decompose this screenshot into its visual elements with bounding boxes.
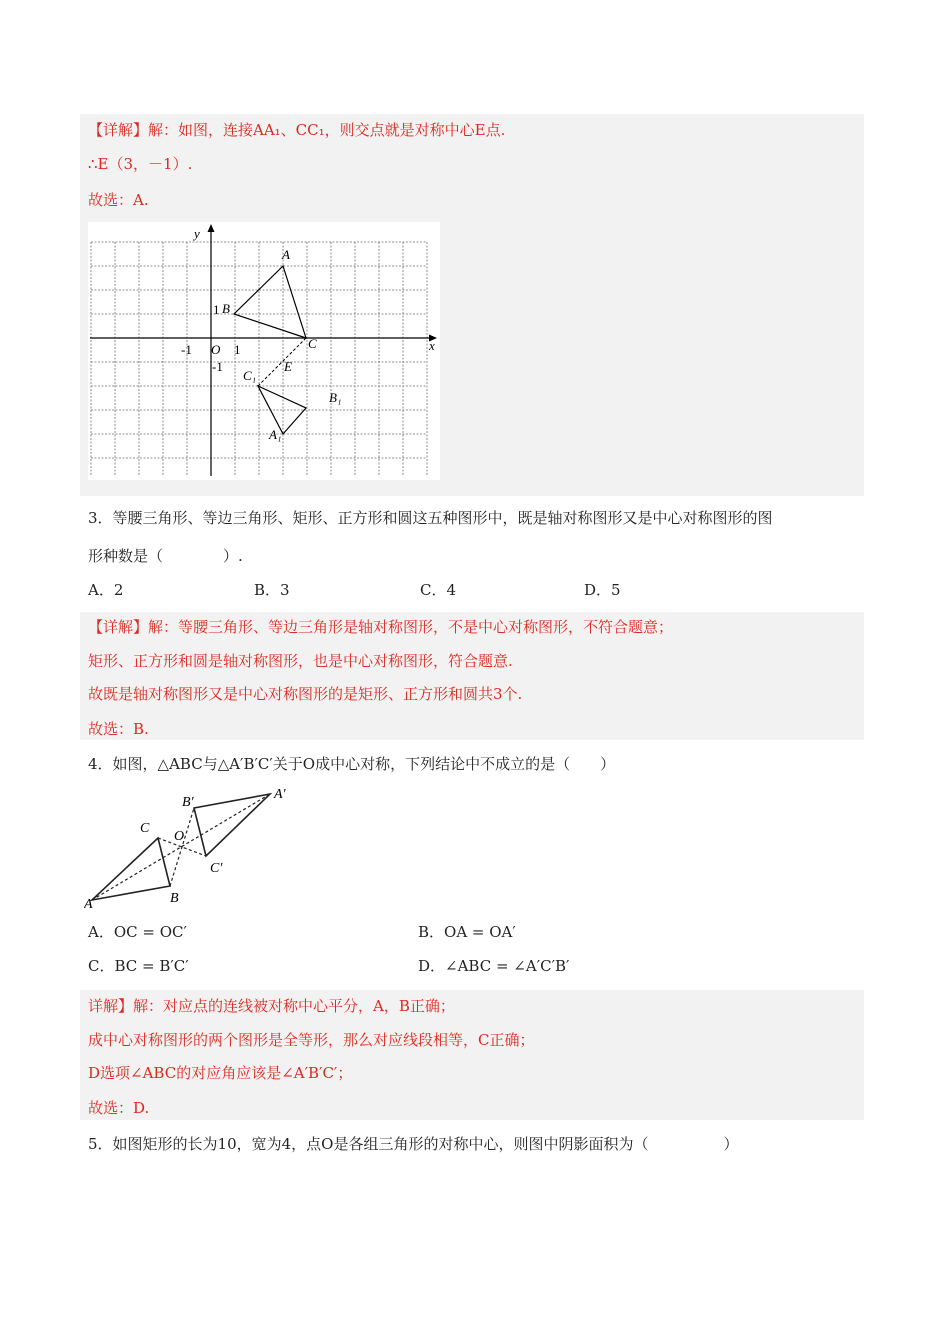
q3-stem-line1: 3．等腰三角形、等边三角形、矩形、正方形和圆这五种图形中，既是轴对称图形又是中心对称图形的图 — [88, 509, 773, 527]
q2-solution-line3: 故选：A. — [88, 191, 149, 209]
q4-option-c: C．BC = B′C′ — [88, 957, 189, 975]
q4-label-o: O — [174, 829, 185, 844]
point-label-b: B — [222, 301, 230, 316]
q3-option-c: C．4 — [420, 581, 457, 599]
point-label-c: C — [308, 336, 317, 351]
q3-option-a: A．2 — [88, 581, 124, 599]
q4-label-a: A — [84, 897, 93, 910]
q4-option-d: D．∠ABC = ∠A′C′B′ — [418, 957, 570, 975]
q4-solution-line2: 成中心对称图形的两个图形是全等形，那么对应线段相等，C正确； — [88, 1031, 535, 1049]
point-label-e: E — [284, 359, 292, 374]
q4-label-b-prime: B′ — [182, 795, 194, 810]
q4-solution-line3: D选项∠ABC的对应角应该是∠A′B′C′； — [88, 1064, 353, 1082]
origin-label: O — [211, 342, 221, 357]
tick-label-neg1-y: -1 — [212, 359, 223, 374]
segment-bb2 — [170, 808, 194, 886]
point-label-c1: C₁ — [243, 368, 257, 383]
point-label-b1: B₁ — [329, 390, 342, 405]
q2-solution-line2: ∴E（3，－1）. — [88, 155, 193, 173]
q2-solution-line1: 【详解】解：如图，连接AA₁、CC₁，则交点就是对称中心E点. — [88, 121, 506, 139]
q3-option-d: D．5 — [584, 581, 621, 599]
q4-figure — [84, 784, 304, 910]
point-label-a: A — [282, 247, 290, 262]
triangle-abc-q4 — [92, 838, 170, 900]
coordinate-grid-figure — [88, 222, 440, 480]
q3-option-b: B．3 — [254, 581, 290, 599]
q4-option-a: A．OC = OC′ — [88, 923, 187, 941]
tick-label-neg1-x: -1 — [181, 342, 192, 357]
q4-stem: 4．如图，△ABC与△A′B′C′关于O成中心对称，下列结论中不成立的是（ ） — [88, 755, 616, 773]
x-axis-label: x — [429, 338, 435, 353]
tick-label-1-y: 1 — [213, 302, 220, 317]
q3-solution-line3: 故既是轴对称图形又是中心对称图形的是矩形、正方形和圆共3个. — [88, 685, 523, 703]
tick-label-1-x: 1 — [234, 342, 241, 357]
q4-label-b: B — [170, 891, 179, 906]
q3-solution-line2: 矩形、正方形和圆是轴对称图形，也是中心对称图形，符合题意. — [88, 652, 513, 670]
q3-stem-line2: 形种数是（ ）. — [88, 547, 243, 565]
q5-stem: 5．如图矩形的长为10，宽为4，点O是各组三角形的对称中心，则图中阴影面积为（ ） — [88, 1135, 739, 1153]
q4-label-c: C — [140, 821, 150, 836]
q4-label-c-prime: C′ — [210, 861, 223, 876]
q4-solution-line1: 详解】解：对应点的连线被对称中心平分，A，B正确； — [88, 997, 455, 1015]
q4-label-a-prime: A′ — [274, 787, 286, 802]
y-axis-label: y — [194, 226, 200, 241]
q3-solution-line1: 【详解】解：等腰三角形、等边三角形是轴对称图形，不是中心对称图形，不符合题意； — [88, 618, 674, 636]
point-label-a1: A₁ — [269, 427, 282, 442]
q4-option-b: B．OA = OA′ — [418, 923, 516, 941]
q4-solution-line4: 故选：D. — [88, 1099, 150, 1117]
q3-solution-line4: 故选：B. — [88, 720, 149, 738]
triangle-a2b2c2-q4 — [194, 794, 270, 856]
